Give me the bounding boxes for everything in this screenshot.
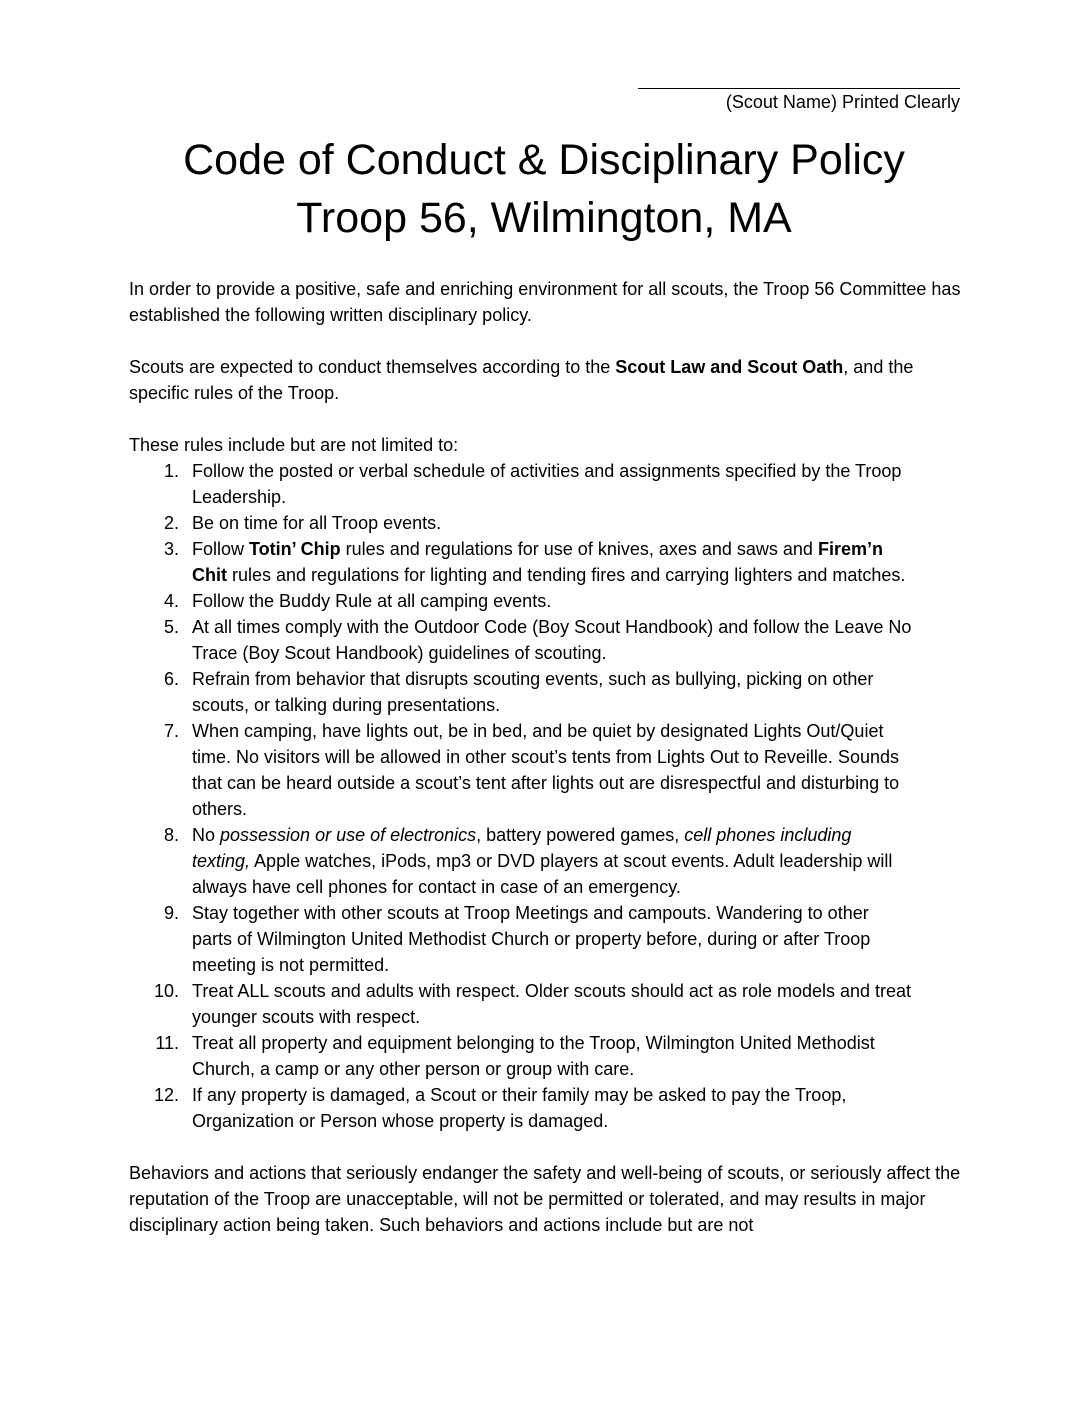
list-item — [129, 614, 912, 666]
scout-name-caption: (Scout Name) Printed Clearly — [725, 92, 960, 112]
list-item-italic-cell-phones: cell phones including texting, — [192, 825, 852, 871]
list-item-text: Be on time for all Troop events. — [192, 513, 442, 533]
list-item-number: 2. — [163, 513, 179, 533]
list-item — [129, 822, 912, 900]
list-item-text: Follow the Buddy Rule at all camping events. — [192, 591, 552, 611]
list-item-text: Refrain from behavior that disrupts scouting events, such as bullying, picking on other scouts, or talking during presentations. — [192, 669, 874, 715]
list-item-text: At all times comply with the Outdoor Code (Boy Scout Handbook) and follow the Leave No Trace (Boy Scout Handbook) guidelines of scouting. — [192, 617, 912, 663]
list-item-number: 1. — [163, 461, 179, 481]
scout-name-line — [638, 66, 960, 89]
closing-paragraph: Behaviors and actions that seriously endanger the safety and well-being of scouts, or seriously affect the reputation of the Troop are unacceptable, will not be permitted or tolerated, and may results in major disciplinary action being taken. Such behaviors and actions include but are not — [129, 1163, 961, 1235]
title-line-1: Code of Conduct & Disciplinary Policy — [183, 136, 905, 184]
list-item-text-c: rules and regulations for use of knives, axes and saws and — [340, 539, 818, 559]
list-item-italic-electronics: possession or use of electronics — [220, 825, 477, 845]
expectation-text-after: , and the specific rules of the Troop. — [129, 357, 914, 403]
list-item — [129, 536, 912, 588]
list-item-number: 11. — [155, 1033, 179, 1053]
list-item-text: Treat ALL scouts and adults with respect. Older scouts should act as role models and treat younger scouts with respect. — [192, 981, 912, 1027]
list-item-text: If any property is damaged, a Scout or their family may be asked to pay the Troop, Organization or Person whose property is damaged. — [192, 1085, 847, 1131]
list-item — [129, 718, 912, 822]
list-item-bold-firemn-chit: Firem’n Chit — [192, 539, 883, 585]
list-item-number: 4. — [163, 591, 179, 611]
list-item-number: 7. — [163, 721, 179, 741]
document-title — [0, 131, 1088, 247]
list-item-text: Treat all property and equipment belonging to the Troop, Wilmington United Methodist Church, a camp or any other person or group with care. — [192, 1033, 875, 1079]
list-item — [129, 978, 912, 1030]
document-body — [129, 276, 969, 1264]
list-item-text: When camping, have lights out, be in bed, and be quiet by designated Lights Out/Quiet time. No visitors will be allowed in other scout’s tents from Lights Out to Reveille. Sounds that can be heard outside a scout’s tent after lights out are disrespectful and disturbing to others. — [192, 721, 900, 819]
list-item-text: Stay together with other scouts at Troop Meetings and campouts. Wandering to other parts of Wilmington United Methodist Church or property before, during or after Troop meeting is not permitted. — [192, 903, 871, 975]
list-item — [129, 666, 912, 718]
list-item-number: 9. — [163, 903, 179, 923]
title-line-2: Troop 56, Wilmington, MA — [296, 194, 792, 242]
list-item-bold-totin-chip: Totin’ Chip — [249, 539, 341, 559]
expectation-text-before: Scouts are expected to conduct themselves according to the — [129, 357, 616, 377]
list-item-text-a: No — [192, 825, 221, 845]
list-item-text-c: Apple watches, iPods, mp3 or DVD players at scout events. Adult leadership will always have cell phones for contact in case of an emergency. — [192, 851, 893, 897]
list-item-number: 8. — [163, 825, 179, 845]
list-item — [129, 900, 912, 978]
intro-paragraph: In order to provide a positive, safe and enriching environment for all scouts, the Troop 56 Committee has established the following written disciplinary policy. — [129, 279, 961, 325]
list-item-text-a: Follow — [192, 539, 250, 559]
list-item-number: 10. — [153, 981, 179, 1001]
list-item — [129, 510, 912, 536]
list-item-number: 12. — [153, 1085, 179, 1105]
list-item — [129, 1082, 912, 1134]
rules-list — [129, 458, 969, 1134]
scout-name-block — [638, 66, 960, 115]
list-item-number: 3. — [163, 539, 179, 559]
list-item-text-b: , battery powered games, — [476, 825, 685, 845]
expectation-paragraph — [129, 354, 969, 406]
expectation-bold: Scout Law and Scout Oath — [615, 357, 844, 377]
list-item — [129, 1030, 912, 1082]
list-item-text: Follow the posted or verbal schedule of activities and assignments specified by the Troop Leadership. — [192, 461, 902, 507]
list-item-text-d: rules and regulations for lighting and tending fires and carrying lighters and matches. — [227, 565, 906, 585]
list-item — [129, 458, 912, 510]
rules-intro: These rules include but are not limited to: — [129, 435, 459, 455]
list-item-number: 6. — [163, 669, 179, 689]
list-item-number: 5. — [163, 617, 179, 637]
list-item — [129, 588, 912, 614]
